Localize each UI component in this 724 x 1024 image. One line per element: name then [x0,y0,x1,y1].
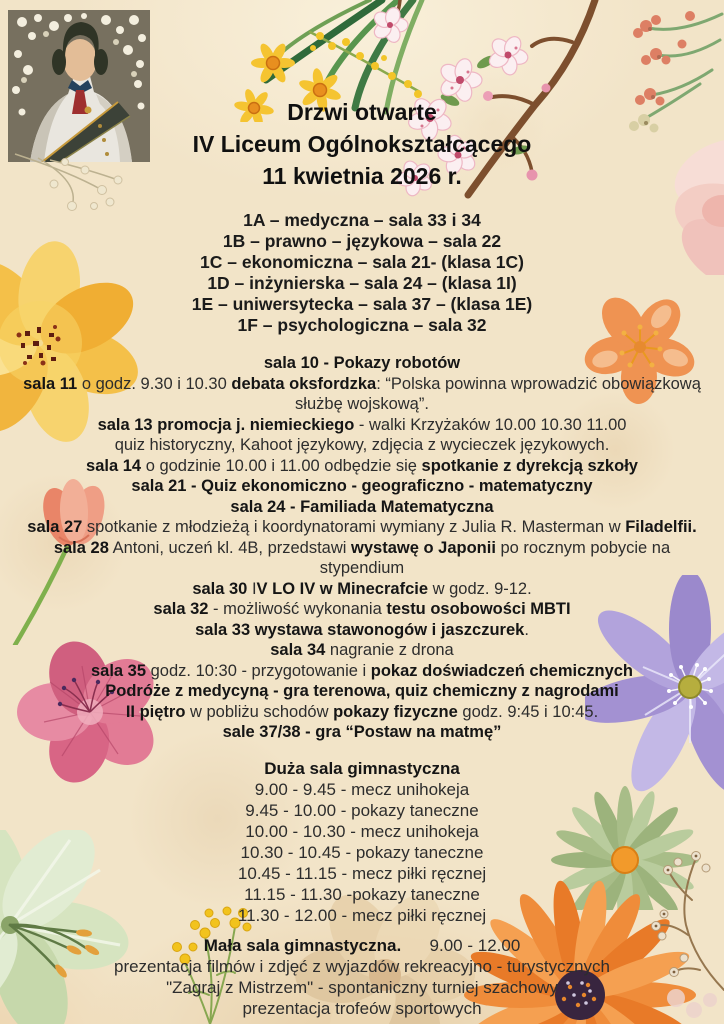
program-line: sala 30 IV LO IV w Minecrafcie w godz. 9-12. [192,579,532,598]
schedule-item: prezentacja trofeów sportowych [242,998,482,1018]
big-gym-schedule [0,758,724,926]
schedule-item: 10.30 - 10.45 - pokazy taneczne [240,842,484,862]
program-line: sala 27 spotkanie z młodzieżą i koordynatorami wymiany z Julia R. Masterman w Filadelfii. [27,518,697,536]
small-gym-schedule [0,935,724,1019]
schedule-item: 11.15 - 11.30 -pokazy taneczne [244,884,480,904]
program-line: sale 37/38 - gra “Postaw na matmę” [222,723,502,741]
title-line-event: Drzwi otwarte [287,99,437,125]
class-list-item: 1B – prawno – językowa – sala 22 [222,231,502,251]
class-list-item: 1F – psychologiczna – sala 32 [237,315,487,335]
program-line: sala 28 Antoni, uczeń kl. 4B, przedstawi wystawę o Japonii po rocznym pobycie na stypendium [53,538,675,577]
program-line: sala 34 nagranie z drona [270,641,454,659]
program-line: sala 35 godz. 10:30 - przygotowanie i pokaz doświadczeń chemicznych [90,661,634,680]
poster-title [0,96,724,192]
program-line: sala 33 wystawa stawonogów i jaszczurek. [195,620,529,639]
program-line: sala 24 - Familiada Matematyczna [230,497,494,516]
class-list-item: 1A – medyczna – sala 33 i 34 [243,210,481,230]
program-line: quiz historyczny, Kahoot językowy, zdjęcia z wycieczek językowych. [114,436,610,454]
program-line: sala 10 - Pokazy robotów [263,354,461,372]
title-line-date: 11 kwietnia 2026 r. [262,163,462,189]
class-list-item: 1E – uniwersytecka – sala 37 – (klasa 1E) [191,294,533,314]
program-line: sala 11 o godz. 9.30 i 10.30 debata oksfordzka: “Polska powinna wprowadzić obowiązkową służbę wojskową”. [23,374,706,413]
schedule-item: 9.00 - 9.45 - mecz unihokeja [254,779,470,799]
schedule-item: prezentacja filmów i zdjęć z wyjazdów rekreacyjno - turystycznych [113,956,610,976]
program-line: Podróże z medycyną - gra terenowa, quiz chemiczny z nagrodami [105,682,619,700]
big-gym-title: Duża sala gimnastyczna [264,758,460,778]
schedule-item: 9.45 - 10.00 - pokazy taneczne [245,800,479,820]
program-list [11,353,713,743]
program-line: sala 21 - Quiz ekonomiczno - geograficzno - matematyczny [131,477,593,495]
program-line: sala 14 o godzinie 10.00 i 11.00 odbędzie się spotkanie z dyrekcją szkoły [86,456,638,475]
program-line: sala 32 - możliwość wykonania testu osobowości MBTI [153,600,571,618]
schedule-item: 11.30 - 12.00 - mecz piłki ręcznej [237,905,487,925]
class-list-item: 1D – inżynierska – sala 24 – (klasa 1I) [207,273,517,293]
schedule-item: 10.45 - 11.15 - mecz piłki ręcznej [237,863,487,883]
schedule-item: 10.00 - 10.30 - mecz unihokeja [245,821,479,841]
small-gym-title: Mała sala gimnastyczna. 9.00 - 12.00 [203,935,521,955]
class-list-item: 1C – ekonomiczna – sala 21- (klasa 1C) [200,252,524,272]
title-line-school: IV Liceum Ogólnokształcącego [192,131,532,157]
program-line: II piętro w pobliżu schodów pokazy fizyczne godz. 9:45 i 10:45. [125,702,599,721]
class-list [0,210,724,336]
schedule-item: "Zagraj z Mistrzem" - spontaniczny turniej szachowy [166,977,558,997]
program-line: sala 13 promocja j. niemieckiego - walki Krzyżaków 10.00 10.30 11.00 [97,415,627,434]
